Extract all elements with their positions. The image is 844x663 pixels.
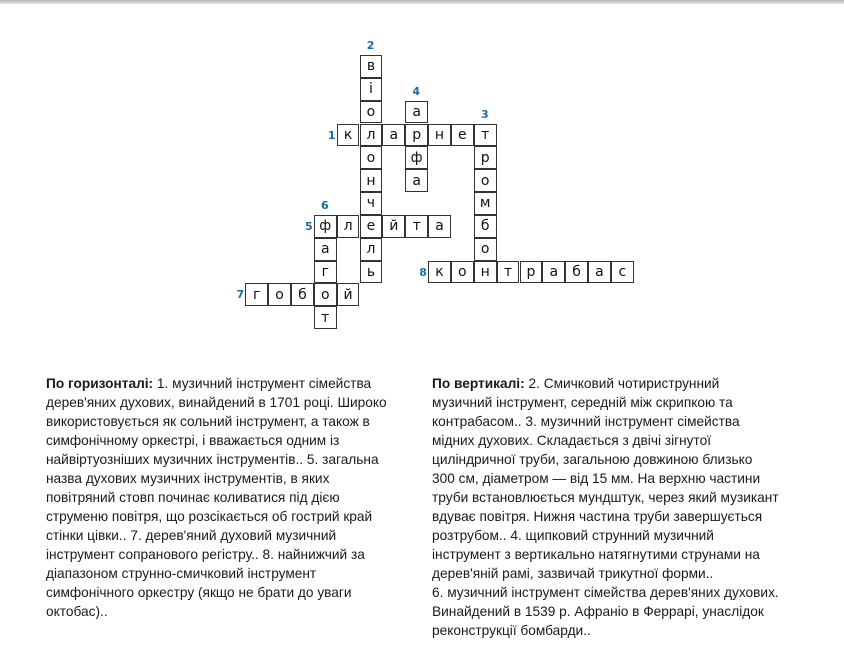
clue-number-1: 1 (327, 128, 336, 142)
crossword-cell[interactable]: ч (360, 192, 383, 215)
crossword-cell[interactable]: і (360, 78, 383, 101)
crossword-cell[interactable]: т (405, 215, 428, 238)
clue-line: октобас).. (46, 604, 108, 619)
crossword-cell[interactable]: о (474, 169, 497, 192)
clue-line: циліндричної труби, загальною довжиною близько (432, 452, 753, 467)
crossword-cell[interactable]: г (245, 283, 268, 306)
clue-number-5: 5 (305, 219, 313, 233)
clue-line: труби встановлюється мундштук, через який музикант (432, 490, 779, 505)
clue-line: реконструкції бомбарди.. (432, 623, 591, 638)
clue-number-8: 8 (419, 265, 427, 279)
crossword-cell[interactable]: р (520, 261, 543, 284)
clue-line: інструмент з вертикально натягнутими струнами на (432, 547, 760, 562)
clue-line: дерев'яних духових, винайдений в 1701 році. Широко (46, 395, 387, 410)
crossword-cell[interactable]: е (360, 215, 383, 238)
crossword-cell[interactable]: л (360, 124, 383, 147)
clue-line: 6. музичний інструмент сімейства дерев'яних духових. (432, 585, 779, 600)
clue-line (432, 374, 817, 393)
crossword-cell[interactable]: а (542, 261, 565, 284)
clue-line: стінки цівки.. 7. дерев'яний духовий музичний (46, 528, 337, 543)
crossword-cell[interactable]: о (360, 101, 383, 124)
crossword-cell[interactable]: т (497, 261, 520, 284)
crossword-cell[interactable]: ь (360, 261, 383, 284)
clue-text: 2. Смичковий чотириструнний (524, 376, 720, 391)
crossword-cell[interactable]: а (405, 169, 428, 192)
clue-number-4: 4 (412, 84, 421, 98)
crossword-cell[interactable]: о (360, 146, 383, 169)
clue-number-7: 7 (236, 288, 245, 302)
crossword-cell[interactable]: а (405, 101, 428, 124)
crossword-cell[interactable]: о (474, 238, 497, 261)
clue-line: музичний інструмент, середній між скрипкою та (432, 395, 733, 410)
clue-line (46, 374, 416, 393)
clue-number-6: 6 (321, 198, 329, 212)
crossword-cell[interactable]: г (314, 261, 337, 284)
clue-line: повітряний стовп починає коливатися під дією (46, 490, 340, 505)
crossword-cell[interactable]: н (360, 169, 383, 192)
crossword-cell[interactable]: а (428, 215, 451, 238)
clue-line: використовується як сольний інструмент, а також в (46, 414, 370, 429)
crossword-cell[interactable]: т (474, 124, 497, 147)
crossword-cell[interactable]: е (451, 124, 474, 147)
clue-line: розтрубом.. 4. щипковий струнний музичний (432, 528, 714, 543)
clue-line: вдуває повітря. Нижня частина труби завершується (432, 509, 763, 524)
clue-line: діапазоном струнно-смичковий інструмент (46, 566, 317, 581)
clue-line: найвіртуозніших музичних інструментів.. 5. загальна (46, 452, 379, 467)
clue-line: Винайдений в 1539 р. Афраніо в Феррарі, унаслідок (432, 604, 764, 619)
crossword-cell[interactable]: т (314, 306, 337, 329)
crossword-cell[interactable]: н (428, 124, 451, 147)
clues-horizontal (46, 374, 416, 621)
crossword-cell[interactable]: к (428, 261, 451, 284)
crossword-cell[interactable]: р (474, 146, 497, 169)
clue-text: 1. музичний інструмент сімейства (153, 376, 372, 391)
clue-line: контрабасом.. 3. музичний інструмент сімейства (432, 414, 740, 429)
clue-line: дерев'яній рамі, зазвичай трикутної форми.. (432, 566, 714, 581)
crossword-cell[interactable]: о (451, 261, 474, 284)
crossword-cell[interactable]: о (314, 283, 337, 306)
clue-line: симфонічного оркестру (якщо не брати до уваги (46, 585, 352, 600)
crossword-cell[interactable]: а (314, 238, 337, 261)
clues-vertical (432, 374, 817, 640)
crossword-cell[interactable]: м (474, 192, 497, 215)
crossword-cell[interactable]: о (268, 283, 291, 306)
clue-line: мідних духових. Складається з двічі зігнутої (432, 433, 712, 448)
crossword-cell[interactable]: ф (405, 146, 428, 169)
crossword-cell[interactable]: б (474, 215, 497, 238)
crossword-cell[interactable]: й (337, 283, 360, 306)
clue-line: струменю повітря, що розсікається об гострий край (46, 509, 373, 524)
crossword-cell[interactable]: с (611, 261, 634, 284)
crossword-cell[interactable]: к (337, 124, 360, 147)
crossword-cell[interactable]: б (291, 283, 314, 306)
crossword-cell[interactable]: а (382, 124, 405, 147)
clue-line: назва духових музичних інструментів, в яких (46, 471, 330, 486)
crossword-cell[interactable]: л (337, 215, 360, 238)
crossword-cell[interactable]: й (382, 215, 405, 238)
crossword-cell[interactable]: р (405, 124, 428, 147)
clue-line: 300 см, діаметром — від 15 мм. На верхню частини (432, 471, 761, 486)
clue-line: симфонічному оркестрі, і вважається одним із (46, 433, 340, 448)
crossword-cell[interactable]: а (588, 261, 611, 284)
crossword-cell[interactable]: н (474, 261, 497, 284)
clue-line: інструмент сопранового регістру.. 8. найнижчий за (46, 547, 365, 562)
clues-horizontal-heading: По горизонталі: (46, 376, 154, 391)
clue-number-3: 3 (480, 107, 489, 121)
crossword-cell[interactable]: б (565, 261, 588, 284)
clues-vertical-heading: По вертикалі: (432, 376, 525, 391)
crossword-cell[interactable]: ф (314, 215, 337, 238)
crossword-cell[interactable]: в (360, 55, 383, 78)
crossword-cell[interactable]: л (360, 238, 383, 261)
clue-number-2: 2 (366, 38, 375, 52)
